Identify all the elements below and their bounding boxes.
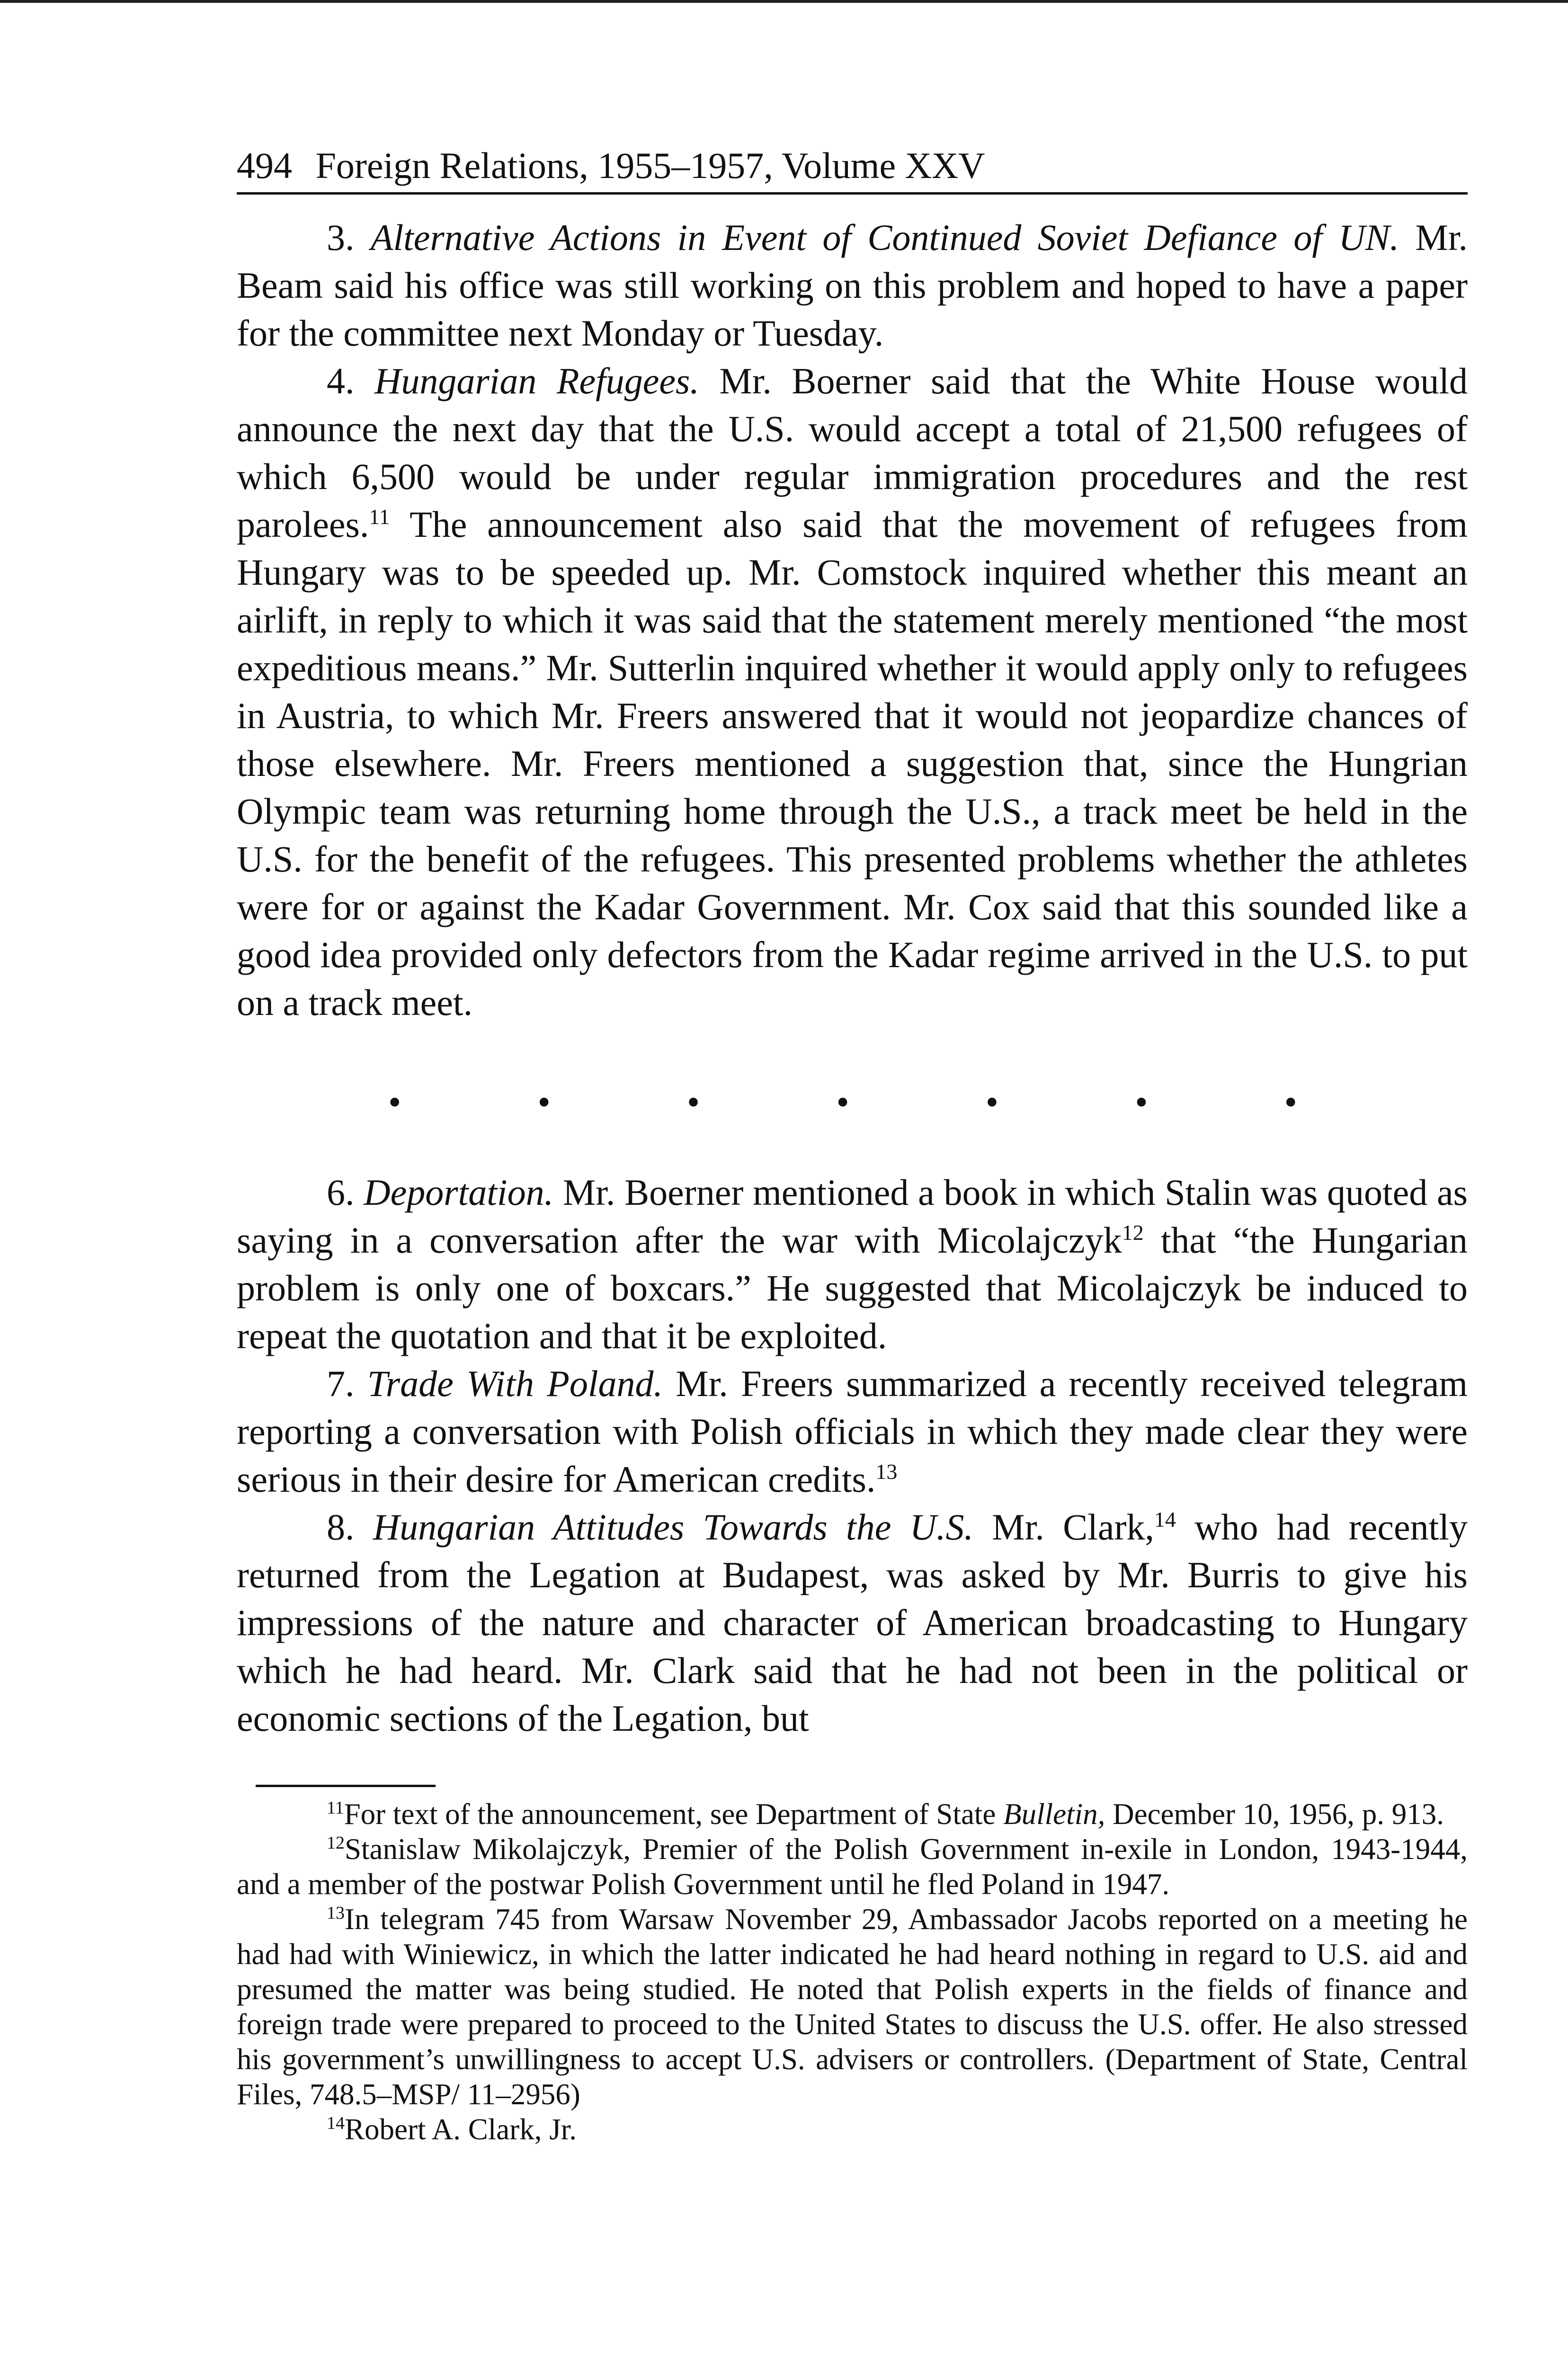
footnote-ref-13[interactable]: 13 <box>875 1459 898 1484</box>
paragraph-heading: Hungarian Attitudes Towards the U.S. <box>373 1506 973 1548</box>
paragraph-7 <box>237 1360 1468 1503</box>
paragraph-heading: Hungarian Refugees. <box>374 360 699 401</box>
paragraph-number: 3. <box>327 217 355 258</box>
footnote-number: 11 <box>327 1798 344 1818</box>
footnote-12 <box>237 1832 1468 1902</box>
footnote-ref-11[interactable]: 11 <box>369 505 390 529</box>
paragraph-text: Mr. Freers summarized a recently received telegram reporting a conversation with Polish officials in which they made clear they were serious in their desire for American credits. <box>237 1363 1468 1500</box>
footnote-11 <box>237 1797 1468 1832</box>
footnote-number: 13 <box>327 1903 345 1923</box>
paragraph-text: who had recently returned from the Legation at Budapest, was asked by Mr. Burris to give his impressions of the nature and character of American broadcasting to Hungary which he had heard. Mr. Clark said that he had not been in the political or economic sections of the Legation, but <box>237 1506 1468 1739</box>
body-text <box>237 214 1468 1742</box>
paragraph-heading: Trade With Poland. <box>367 1363 663 1404</box>
document-page <box>237 142 1468 2147</box>
ellipsis-dot: • <box>836 1081 849 1122</box>
footnote-text: In telegram 745 from Warsaw November 29, Ambassador Jacobs reported on a meeting he had had with Winiewicz, in which the latter indicated he had heard nothing in regard to U.S. aid and presumed the matter was being studied. He noted that Polish experts in the fields of finance and foreign trade were prepared to proceed to the United States to discuss the U.S. offer. He also stressed his government’s unwillingness to accept U.S. advisers or controllers. (Department of State, Central Files, 748.5–MSP/ 11–2956) <box>237 1903 1468 2111</box>
footnotes <box>237 1797 1468 2147</box>
ellipsis-dot: • <box>686 1081 700 1122</box>
paragraph-number: 7. <box>327 1363 355 1404</box>
paragraph-text: The announcement also said that the movement of refugees from Hungary was to be speeded up. Mr. Comstock inquired whether this meant an airlift, in reply to which it was said that the statement merely mentioned “the most expeditious means.” Mr. Sutterlin inquired whether it would apply only to refugees in Austria, to which Mr. Freers answered that it would not jeopardize chances of those elsewhere. Mr. Freers mentioned a suggestion that, since the Hungrian Olympic team was returning home through the U.S., a track meet be held in the U.S. for the benefit of the refugees. This presented problems whether the athletes were for or against the Kadar Government. Mr. Cox said that this sounded like a good idea provided only defectors from the Kadar regime arrived in the U.S. to put on a track meet. <box>237 504 1468 1023</box>
paragraph-text: Mr. Clark, <box>973 1506 1154 1548</box>
paragraph-text: Mr. Boerner said that the White House would announce the next day that the U.S. would accept a total of 21,500 refugees of which 6,500 would be under regular immigration procedures and the rest parolees. <box>237 360 1468 545</box>
footnote-number: 14 <box>327 2113 345 2133</box>
paragraph-4 <box>237 357 1468 1026</box>
paragraph-6 <box>237 1168 1468 1360</box>
volume-title: Foreign Relations, 1955–1957, Volume XXV <box>315 145 985 186</box>
ellipsis-dot: • <box>1135 1081 1148 1122</box>
footnote-number: 12 <box>327 1833 345 1853</box>
footnote-14 <box>237 2112 1468 2147</box>
footnote-text: For text of the announcement, see Department of State <box>344 1797 1004 1831</box>
paragraph-heading: Alternative Actions in Event of Continued Soviet Defiance of UN. <box>370 217 1399 258</box>
paragraph-3 <box>237 214 1468 357</box>
paragraph-number: 6. <box>327 1172 355 1213</box>
paragraph-number: 8. <box>327 1506 355 1548</box>
omission-ellipsis <box>388 1083 1297 1121</box>
footnote-ref-12[interactable]: 12 <box>1122 1220 1144 1245</box>
paragraph-8 <box>237 1503 1468 1742</box>
paragraph-text: Mr. Beam said his office was still working on this problem and hoped to have a paper for the committee next Monday or Tuesday. <box>237 217 1468 354</box>
ellipsis-dot: • <box>1284 1081 1297 1122</box>
top-border-line <box>0 0 1568 3</box>
ellipsis-dot: • <box>388 1081 401 1122</box>
footnote-publication-title: Bulletin, <box>1003 1797 1105 1831</box>
running-header <box>237 142 1468 195</box>
footnote-text: Stanislaw Mikolajczyk, Premier of the Polish Government in-exile in London, 1943-1944, and a member of the postwar Polish Government until he fled Poland in 1947. <box>237 1833 1468 1901</box>
footnote-text: December 10, 1956, p. 913. <box>1105 1797 1444 1831</box>
paragraph-text: that “the Hungarian problem is only one of boxcars.” He suggested that Micolajczyk be induced to repeat the quotation and that it be exploited. <box>237 1219 1468 1356</box>
paragraph-heading: Deportation. <box>364 1172 554 1213</box>
ellipsis-dot: • <box>537 1081 551 1122</box>
footnote-separator <box>256 1785 436 1787</box>
footnote-text: Robert A. Clark, Jr. <box>345 2113 577 2146</box>
ellipsis-dot: • <box>985 1081 999 1122</box>
paragraph-number: 4. <box>327 360 355 401</box>
page-number: 494 <box>237 145 292 186</box>
footnote-13 <box>237 1902 1468 2112</box>
paragraph-text: Mr. Boerner mentioned a book in which Stalin was quoted as saying in a conversation after the war with Micolajczyk <box>237 1172 1468 1261</box>
footnote-ref-14[interactable]: 14 <box>1154 1507 1176 1531</box>
